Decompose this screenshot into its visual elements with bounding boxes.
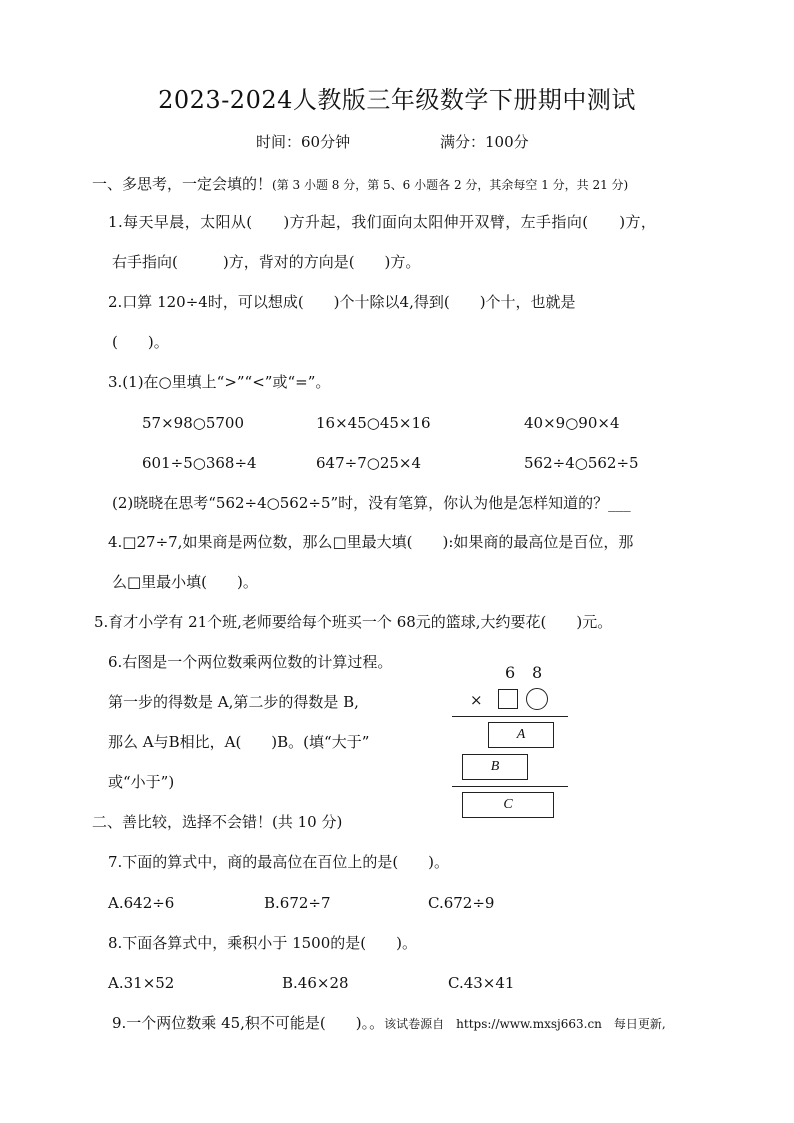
figure-digit-6: 6 <box>505 663 516 682</box>
q2-line2: ( )。 <box>112 333 169 351</box>
figure-box-b: B <box>462 754 528 780</box>
q3-row1-item3: 40×9○90×4 <box>524 414 620 432</box>
q6-line4: 或“小于”) <box>108 773 175 791</box>
q6-line1: 6.右图是一个两位数乘两位数的计算过程。 <box>108 653 393 671</box>
q1-line2: 右手指向( )方，背对的方向是( )方。 <box>112 253 421 271</box>
q3-row2-item1: 601÷5○368÷4 <box>142 454 257 472</box>
figure-rule-top <box>452 716 568 717</box>
exam-score: 满分：100分 <box>440 133 529 151</box>
q3-part2: (2)晓晓在思考“562÷4○562÷5”时，没有笔算，你认为他是怎样知道的？___ <box>112 494 631 512</box>
figure-rule-bottom <box>452 786 568 787</box>
source-notice: 该试卷源自 https://www.mxsj663.cn 每日更新, <box>384 1017 666 1031</box>
q8-text: 8.下面各算式中，乘积小于 1500的是( )。 <box>108 934 417 952</box>
figure-times-sign: × <box>470 691 483 709</box>
section1-title: 一、多思考，一定会填的！ <box>92 175 273 193</box>
q6-line3: 那么 A与B相比，A( )B。(填“大于” <box>108 733 370 751</box>
q9-text: 9.一个两位数乘 45,积不可能是( )。 <box>112 1014 370 1032</box>
q7-option-a: A.642÷6 <box>108 894 175 912</box>
q9-line <box>112 1013 666 1034</box>
exam-time: 时间：60分钟 <box>256 133 351 151</box>
q5-text: 5.育才小学有 21个班,老师要给每个班买一个 68元的篮球,大约要花( )元。 <box>94 613 613 631</box>
q9-period: 。 <box>369 1014 385 1032</box>
figure-box-c: C <box>462 792 554 818</box>
q4-line1: 4.□27÷7,如果商是两位数，那么□里最大填( ):如果商的最高位是百位，那 <box>108 533 634 551</box>
q3-row1-item1: 57×98○5700 <box>142 414 245 432</box>
q7-option-b: B.672÷7 <box>264 894 331 912</box>
q6-line2: 第一步的得数是 A,第二步的得数是 B, <box>108 693 359 711</box>
q4-line2: 么□里最小填( )。 <box>112 573 258 591</box>
figure-box-a: A <box>488 722 554 748</box>
q3-row1-item2: 16×45○45×16 <box>316 414 431 432</box>
section1-heading <box>92 174 628 195</box>
section2-heading: 二、善比较，选择不会错！(共 10 分) <box>92 813 343 831</box>
section1-note: (第 3 小题 8 分，第 5、6 小题各 2 分，其余每空 1 分，共 21 分) <box>272 178 629 192</box>
q8-option-a: A.31×52 <box>108 974 175 992</box>
q7-option-c: C.672÷9 <box>428 894 495 912</box>
q7-text: 7.下面的算式中，商的最高位在百位上的是( )。 <box>108 853 450 871</box>
figure-square-blank <box>498 689 518 709</box>
q8-option-b: B.46×28 <box>282 974 349 992</box>
q2-line1: 2.口算 120÷4时，可以想成( )个十除以4,得到( )个十，也就是 <box>108 293 576 311</box>
figure-circle-blank <box>526 688 548 710</box>
q3-intro: 3.(1)在○里填上“>”“<”或“=”。 <box>108 373 331 391</box>
page-title: 2023-2024人教版三年级数学下册期中测试 <box>158 86 636 114</box>
q3-row2-item2: 647÷7○25×4 <box>316 454 422 472</box>
q1-line1: 1.每天早晨，太阳从( )方升起，我们面向太阳伸开双臂，左手指向( )方， <box>108 213 657 231</box>
q3-row2-item3: 562÷4○562÷5 <box>524 454 639 472</box>
q8-option-c: C.43×41 <box>448 974 515 992</box>
figure-digit-8: 8 <box>532 663 543 682</box>
